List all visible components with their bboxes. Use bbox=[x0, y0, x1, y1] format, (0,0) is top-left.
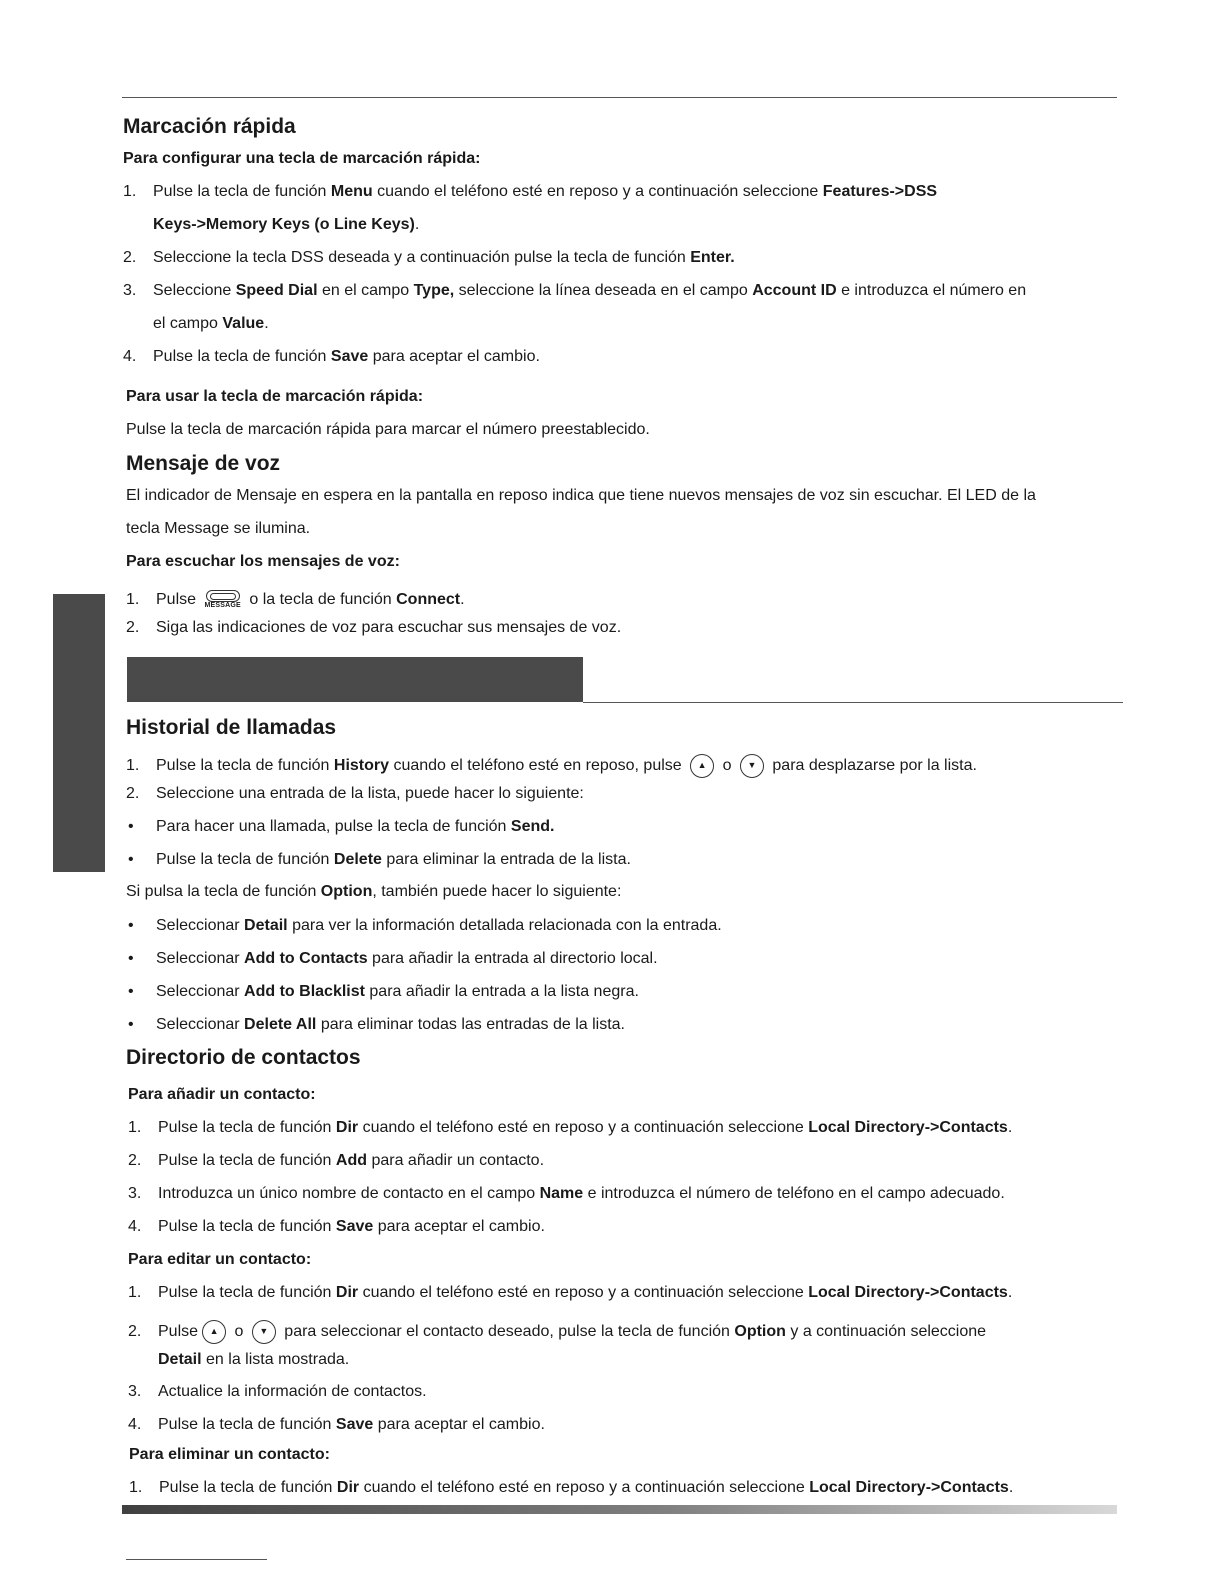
header-rule bbox=[122, 97, 1117, 98]
speed-dial-step-4: 4. Pulse la tecla de función Save para aceptar el cambio. bbox=[123, 348, 540, 365]
directory-add-step-1: 1. Pulse la tecla de función Dir cuando el teléfono esté en reposo y a continuación seleccione Local Directory->Contacts. bbox=[128, 1119, 1013, 1136]
footer-gradient-bar bbox=[122, 1505, 1117, 1514]
voicemail-intro-line1: El indicador de Mensaje en espera en la pantalla en reposo indica que tiene nuevos mensajes de voz sin escuchar. El LED de la bbox=[126, 487, 1036, 504]
directory-edit-step-2: 2. Pulse ▲ o ▼ para seleccionar el contacto deseado, pulse la tecla de función Option y a continuación seleccione bbox=[128, 1319, 986, 1345]
speed-dial-step-1-cont: Keys->Memory Keys (o Line Keys). bbox=[153, 216, 420, 233]
message-key-icon: MESSAGE bbox=[204, 590, 240, 610]
down-arrow-key-icon: ▼ bbox=[740, 754, 764, 778]
speed-dial-use-text: Pulse la tecla de marcación rápida para marcar el número preestablecido. bbox=[126, 421, 650, 438]
speed-dial-step-1: 1. Pulse la tecla de función Menu cuando el teléfono esté en reposo y a continuación seleccione Features->DSS bbox=[123, 183, 938, 200]
directory-delete-step-1: 1. Pulse la tecla de función Dir cuando el teléfono esté en reposo y a continuación seleccione Local Directory->Contacts. bbox=[129, 1479, 1014, 1496]
speed-dial-config-title: Para configurar una tecla de marcación rápida: bbox=[123, 150, 481, 167]
history-bullet-send: • Para hacer una llamada, pulse la tecla de función Send. bbox=[128, 818, 555, 835]
history-option-text: Si pulsa la tecla de función Option, también puede hacer lo siguiente: bbox=[126, 883, 622, 900]
history-step-2: 2. Seleccione una entrada de la lista, puede hacer lo siguiente: bbox=[126, 785, 584, 802]
speed-dial-title: Marcación rápida bbox=[123, 115, 296, 138]
voicemail-step-2: 2. Siga las indicaciones de voz para escuchar sus mensajes de voz. bbox=[126, 619, 622, 636]
voicemail-intro-line2: tecla Message se ilumina. bbox=[126, 520, 311, 537]
history-title: Historial de llamadas bbox=[126, 716, 337, 739]
speed-dial-step-3-cont: el campo Value. bbox=[153, 315, 269, 332]
speed-dial-step-2: 2. Seleccione la tecla DSS deseada y a continuación pulse la tecla de función Enter. bbox=[123, 249, 735, 266]
speed-dial-use-title: Para usar la tecla de marcación rápida: bbox=[126, 388, 424, 405]
up-arrow-key-icon: ▲ bbox=[690, 754, 714, 778]
directory-add-title: Para añadir un contacto: bbox=[128, 1086, 316, 1103]
directory-edit-step-1: 1. Pulse la tecla de función Dir cuando el teléfono esté en reposo y a continuación seleccione Local Directory->Contacts. bbox=[128, 1284, 1013, 1301]
voicemail-step-1: 1. Pulse MESSAGE o la tecla de función Connect. bbox=[126, 591, 465, 609]
directory-edit-step-3: 3. Actualice la información de contactos. bbox=[128, 1383, 427, 1400]
directory-edit-title: Para editar un contacto: bbox=[128, 1251, 312, 1268]
history-step-1: 1. Pulse la tecla de función History cuando el teléfono esté en reposo, pulse ▲ o ▼ para desplazarse por la lista. bbox=[126, 753, 977, 779]
directory-delete-title: Para eliminar un contacto: bbox=[129, 1446, 330, 1463]
down-arrow-key-icon: ▼ bbox=[252, 1320, 276, 1344]
directory-add-step-2: 2. Pulse la tecla de función Add para añadir un contacto. bbox=[128, 1152, 545, 1169]
section-header-band bbox=[127, 657, 583, 702]
history-bullet-delete-all: • Seleccionar Delete All para eliminar todas las entradas de la lista. bbox=[128, 1016, 625, 1033]
section-header-rule bbox=[583, 702, 1123, 703]
up-arrow-key-icon: ▲ bbox=[202, 1320, 226, 1344]
history-bullet-add-contacts: • Seleccionar Add to Contacts para añadir la entrada al directorio local. bbox=[128, 950, 658, 967]
history-bullet-detail: • Seleccionar Detail para ver la información detallada relacionada con la entrada. bbox=[128, 917, 722, 934]
directory-edit-step-2-cont: Detail en la lista mostrada. bbox=[158, 1351, 350, 1368]
speed-dial-step-3: 3. Seleccione Speed Dial en el campo Type, seleccione la línea deseada en el campo Account ID e introduzca el número en bbox=[123, 282, 1027, 299]
history-bullet-add-blacklist: • Seleccionar Add to Blacklist para añadir la entrada a la lista negra. bbox=[128, 983, 639, 1000]
history-bullet-delete: • Pulse la tecla de función Delete para eliminar la entrada de la lista. bbox=[128, 851, 631, 868]
voicemail-title: Mensaje de voz bbox=[126, 452, 281, 475]
directory-edit-step-4: 4. Pulse la tecla de función Save para aceptar el cambio. bbox=[128, 1416, 545, 1433]
directory-add-step-4: 4. Pulse la tecla de función Save para aceptar el cambio. bbox=[128, 1218, 545, 1235]
side-tab-marker bbox=[53, 594, 105, 872]
directory-title: Directorio de contactos bbox=[126, 1046, 361, 1069]
footer-link-underline bbox=[126, 1559, 267, 1560]
voicemail-listen-title: Para escuchar los mensajes de voz: bbox=[126, 553, 400, 570]
directory-add-step-3: 3. Introduzca un único nombre de contacto en el campo Name e introduzca el número de teléfono en el campo adecuado. bbox=[128, 1185, 1005, 1202]
